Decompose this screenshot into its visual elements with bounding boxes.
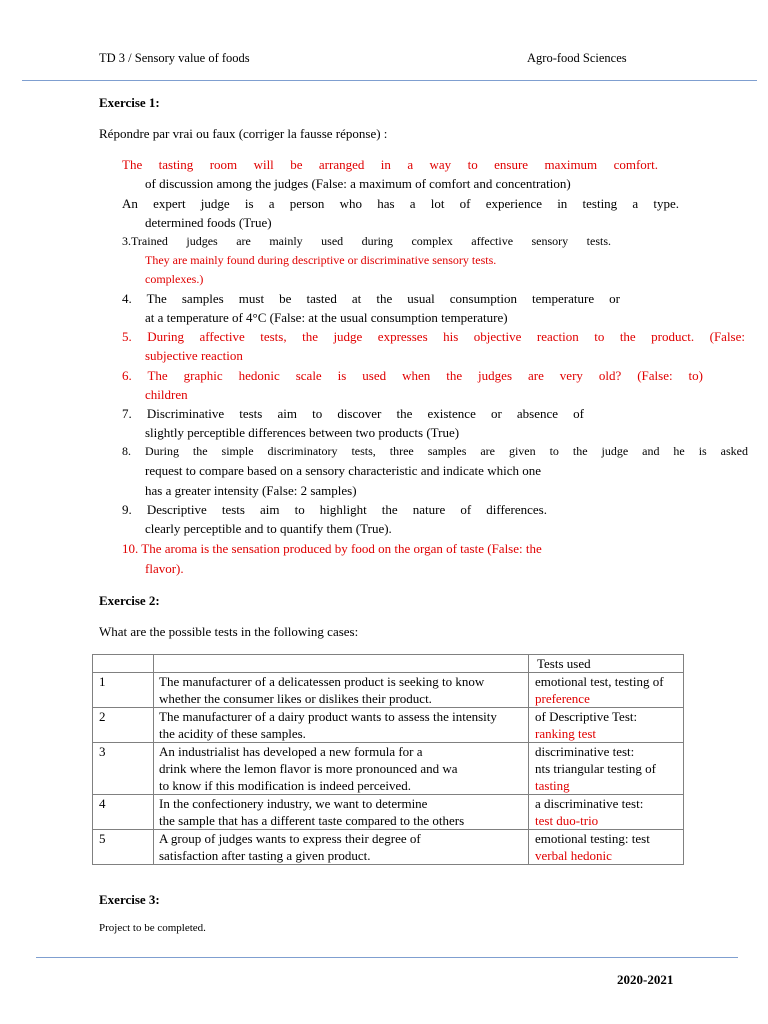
table-row-case: [154, 708, 529, 743]
table-row-case: [154, 795, 529, 830]
exercise1-item-1-line2: of discussion among the judges (False: a maximum of comfort and concentration): [145, 176, 571, 191]
exercise1-item-10-line2: flavor).: [145, 561, 184, 576]
table-row-test-line: of Descriptive Test:: [535, 709, 638, 724]
exercise1-item-8-line2: request to compare based on a sensory characteristic and indicate which one: [145, 463, 541, 478]
table-row-number: 4: [93, 795, 154, 830]
table-row-test: [529, 708, 684, 743]
table-row-test-line: nts triangular testing of: [535, 761, 656, 776]
exercise1-item-9-line2: clearly perceptible and to quantify them (True).: [145, 521, 392, 536]
exercise1-item-2-line2: determined foods (True): [145, 215, 272, 230]
table-row: [93, 708, 684, 743]
exercise1-item-10-line1: 10. The aroma is the sensation produced by food on the organ of taste (False: the: [122, 541, 542, 556]
table-row-case-line: The manufacturer of a delicatessen product is seeking to know: [159, 674, 485, 689]
table-row-test-line: emotional testing: test: [535, 831, 650, 846]
table-row-case-line: to know if this modification is indeed perceived.: [159, 778, 411, 793]
header-rule: [22, 80, 757, 81]
footer-rule: [36, 957, 738, 958]
exercise1-item-2-line1: An expert judge is a person who has a lot of experience in testing a type.: [122, 196, 679, 211]
exercise1-item-3-line2: They are mainly found during descriptive or discriminative sensory tests.: [145, 253, 497, 267]
table-row-case-line: the sample that has a different taste compared to the others: [159, 813, 465, 828]
exercise2-title: Exercise 2:: [99, 593, 160, 608]
table-row-case-line: A group of judges wants to express their degree of: [159, 831, 421, 846]
exercise3-title: Exercise 3:: [99, 892, 160, 907]
header-right-title: Agro-food Sciences: [527, 51, 627, 65]
exercise1-item-4-line2: at a temperature of 4°C (False: at the usual consumption temperature): [145, 310, 508, 325]
exercise1-item-6-line2: children: [145, 387, 188, 402]
table-row-case-line: drink where the lemon flavor is more pronounced and wa: [159, 761, 458, 776]
exercise1-instruction: Répondre par vrai ou faux (corriger la fausse réponse) :: [99, 126, 388, 141]
table-row: [93, 743, 684, 795]
exercise1-item-6-line1: 6. The graphic hedonic scale is used when the judges are very old? (False: to): [122, 368, 703, 383]
exercise1-item-8-line1: 8. During the simple discriminatory tests, three samples are given to the judge and he is asked: [122, 444, 748, 458]
exercise1-item-7-line2: slightly perceptible differences between two products (True): [145, 425, 460, 440]
exercise1-item-8-line3: has a greater intensity (False: 2 samples): [145, 483, 357, 498]
exercise1-item-5-line1: 5. During affective tests, the judge expresses his objective reaction to the product. (False:: [122, 329, 745, 344]
exercise1-item-7-line1: 7. Discriminative tests aim to discover the existence or absence of: [122, 406, 584, 421]
table-row-test: [529, 795, 684, 830]
table-row-case-line: satisfaction after tasting a given product.: [159, 848, 371, 863]
table-header-cell-case: [154, 655, 529, 673]
table-row-case-line: The manufacturer of a dairy product wants to assess the intensity: [159, 709, 497, 724]
table-row-test: [529, 673, 684, 708]
exercise1-item-3-line3: complexes.): [145, 272, 204, 286]
exercise1-title: Exercise 1:: [99, 95, 160, 110]
table-row-case: [154, 673, 529, 708]
table-row-case-line: the acidity of these samples.: [159, 726, 306, 741]
table-row-test-line: emotional test, testing of: [535, 674, 664, 689]
table-row: [93, 673, 684, 708]
table-row-answer: verbal hedonic: [535, 848, 612, 863]
exercise1-item-9-line1: 9. Descriptive tests aim to highlight the nature of differences.: [122, 502, 547, 517]
table-row-case: [154, 830, 529, 865]
table-header-row: [93, 655, 684, 673]
table-row-answer: test duo-trio: [535, 813, 599, 828]
table-row-test-line: a discriminative test:: [535, 796, 644, 811]
table-row-case: [154, 743, 529, 795]
table-row-test: [529, 830, 684, 865]
table-row-test: [529, 743, 684, 795]
table-row-number: 5: [93, 830, 154, 865]
table-row: [93, 795, 684, 830]
table-row-number: 1: [93, 673, 154, 708]
table-row-answer: preference: [535, 691, 590, 706]
exercise1-item-3-line1: 3.Trained judges are mainly used during complex affective sensory tests.: [122, 234, 611, 248]
table-header-cell-num: [93, 655, 154, 673]
header-left-title: TD 3 / Sensory value of foods: [99, 51, 250, 65]
exercise1-item-1-line1: The tasting room will be arranged in a way to ensure maximum comfort.: [122, 157, 658, 172]
exercise3-text: Project to be completed.: [99, 922, 206, 934]
table-row-number: 3: [93, 743, 154, 795]
table-row-case-line: whether the consumer likes or dislikes their product.: [159, 691, 432, 706]
table-row-case-line: An industrialist has developed a new formula for a: [159, 744, 423, 759]
tests-table: [92, 654, 684, 865]
exercise1-item-4-line1: 4. The samples must be tasted at the usual consumption temperature or: [122, 291, 620, 306]
exercise2-question: What are the possible tests in the following cases:: [99, 624, 359, 639]
footer-year: 2020-2021: [617, 972, 674, 987]
table-row-test-line: discriminative test:: [535, 744, 635, 759]
exercise1-item-5-line2: subjective reaction: [145, 348, 243, 363]
table-row: [93, 830, 684, 865]
table-row-answer: ranking test: [535, 726, 597, 741]
table-row-number: 2: [93, 708, 154, 743]
table-row-answer: tasting: [535, 778, 570, 793]
table-row-case-line: In the confectionery industry, we want to determine: [159, 796, 428, 811]
table-header-tests-used: Tests used: [529, 655, 684, 673]
